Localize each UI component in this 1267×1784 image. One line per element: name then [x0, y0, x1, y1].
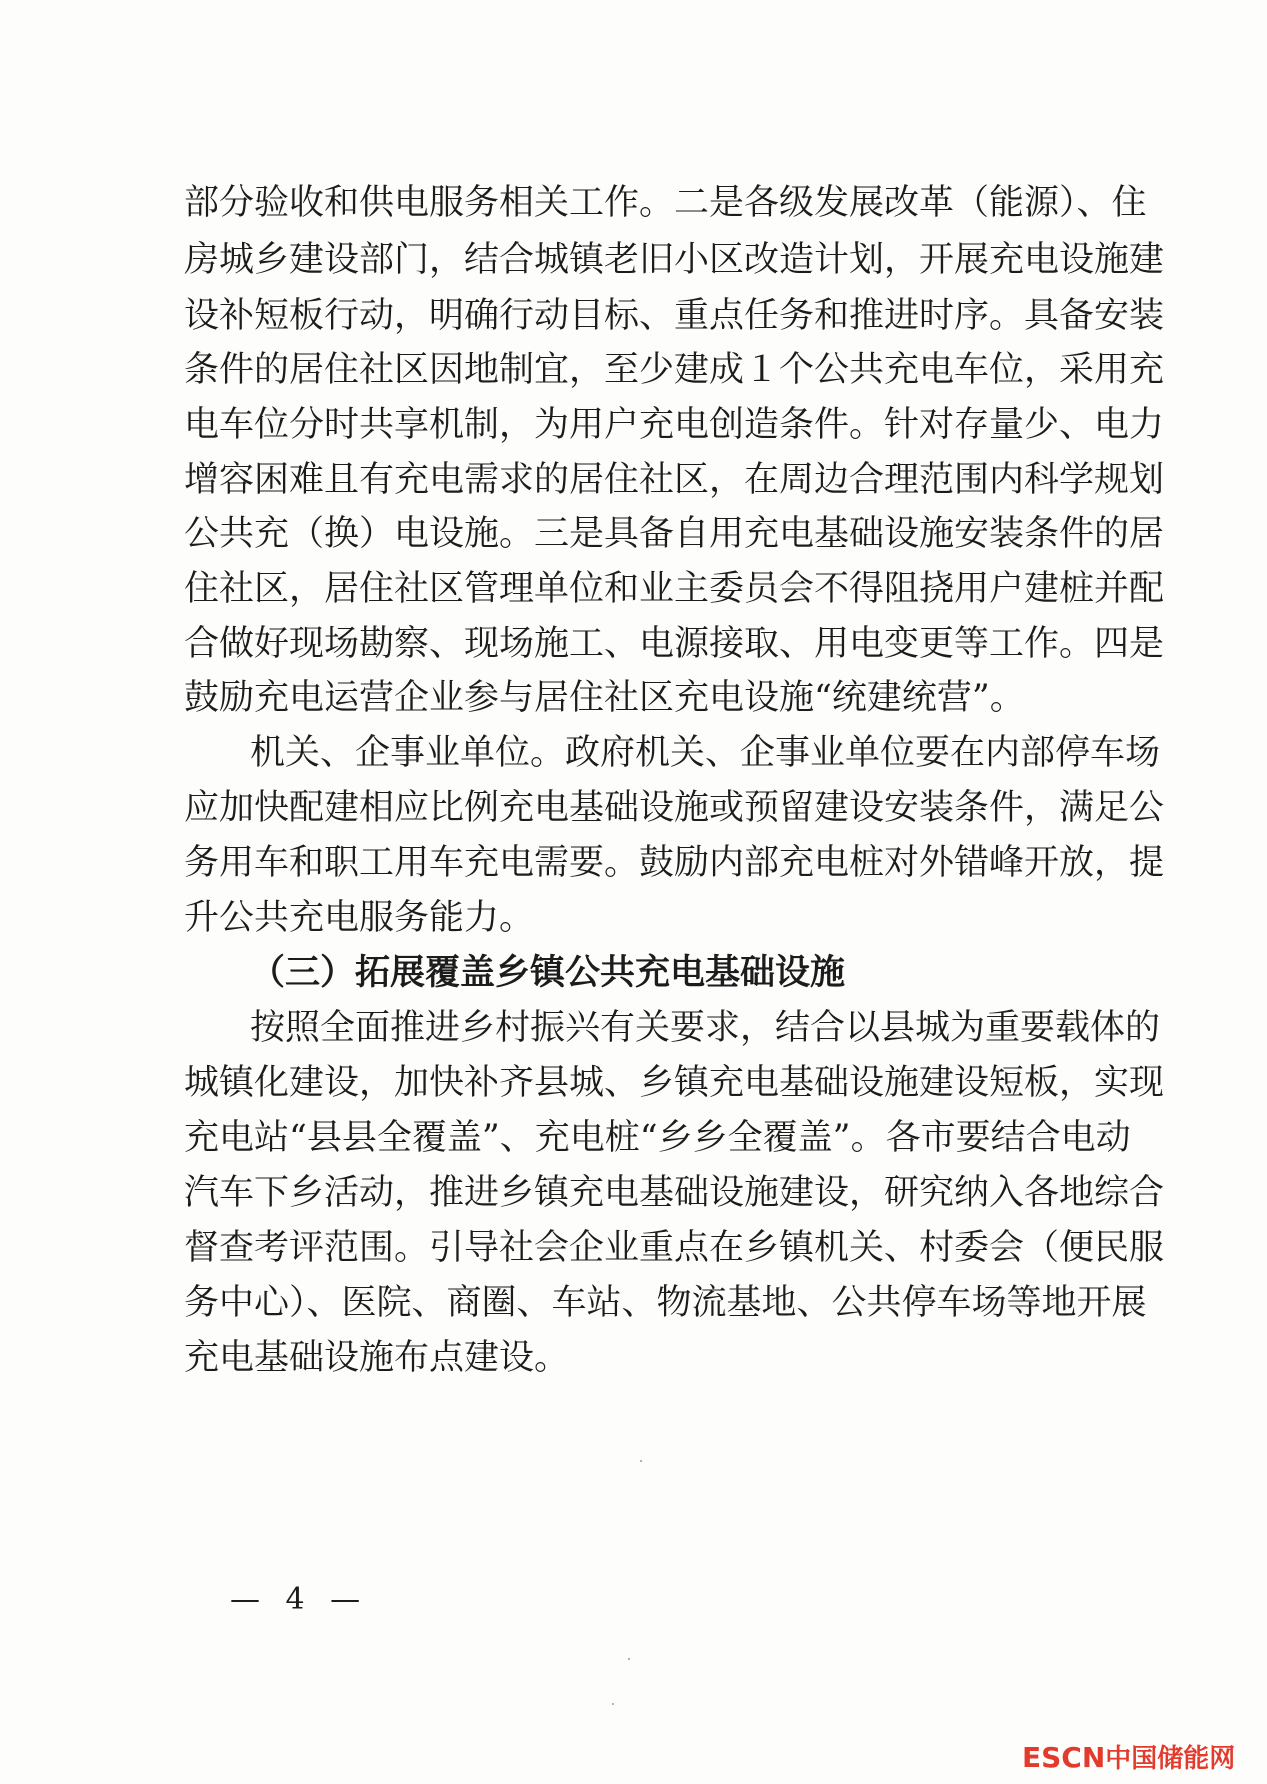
body-line-7: 公共充（换）电设施。三是具备自用充电基础设施安装条件的居: [184, 514, 1165, 554]
body-line-18: 充电站“县县全覆盖”、充电桩“乡乡全覆盖”。各市要结合电动: [184, 1118, 1131, 1158]
body-line-5: 电车位分时共享机制，为用户充电创造条件。针对存量少、电力: [184, 405, 1165, 445]
body-line-19: 汽车下乡活动，推进乡镇充电基础设施建设，研究纳入各地综合: [184, 1173, 1165, 1213]
body-line-13: 务用车和职工用车充电需要。鼓励内部充电桩对外错峰开放，提: [184, 843, 1165, 883]
body-line-9: 合做好现场勘察、现场施工、电源接取、用电变更等工作。四是: [184, 624, 1165, 664]
scan-speck: [628, 1658, 630, 1660]
body-line-21: 务中心）、医院、商圈、车站、物流基地、公共停车场等地开展: [184, 1283, 1147, 1323]
body-line-10: 鼓励充电运营企业参与居住社区充电设施“统建统营”。: [184, 678, 1025, 718]
paragraph-line-2: 按照全面推进乡村振兴有关要求，结合以县城为重要载体的: [250, 1008, 1161, 1048]
page-number: — 4 —: [230, 1582, 369, 1617]
body-line-4: 条件的居住社区因地制宜，至少建成１个公共充电车位，采用充: [184, 350, 1165, 390]
body-line-1: 部分验收和供电服务相关工作。二是各级发展改革（能源）、住: [184, 183, 1147, 223]
body-line-8: 住社区，居住社区管理单位和业主委员会不得阻挠用户建桩并配: [184, 569, 1165, 609]
scan-speck: [640, 1460, 642, 1462]
body-line-6: 增容困难且有充电需求的居住社区，在周边合理范围内科学规划: [184, 460, 1165, 500]
body-line-14: 升公共充电服务能力。: [184, 898, 535, 938]
body-line-3: 设补短板行动，明确行动目标、重点任务和推进时序。具备安装: [184, 296, 1165, 336]
site-watermark: [1022, 1738, 1235, 1778]
body-line-17: 城镇化建设，加快补齐县城、乡镇充电基础设施建设短板，实现: [184, 1063, 1165, 1103]
section-heading: （三）拓展覆盖乡镇公共充电基础设施: [250, 952, 846, 993]
body-line-12: 应加快配建相应比例充电基础设施或预留建设安装条件，满足公: [184, 788, 1165, 828]
paragraph-line-1: 机关、企事业单位。政府机关、企事业单位要在内部停车场: [250, 733, 1161, 773]
body-line-22: 充电基础设施布点建设。: [184, 1338, 570, 1378]
scan-speck: [612, 1703, 614, 1705]
watermark-site-name: 中国储能网: [1105, 1744, 1236, 1774]
body-line-2: 房城乡建设部门，结合城镇老旧小区改造计划，开展充电设施建: [184, 240, 1165, 280]
body-line-20: 督查考评范围。引导社会企业重点在乡镇机关、村委会（便民服: [184, 1228, 1165, 1268]
watermark-brand: ESCN: [1022, 1741, 1106, 1774]
